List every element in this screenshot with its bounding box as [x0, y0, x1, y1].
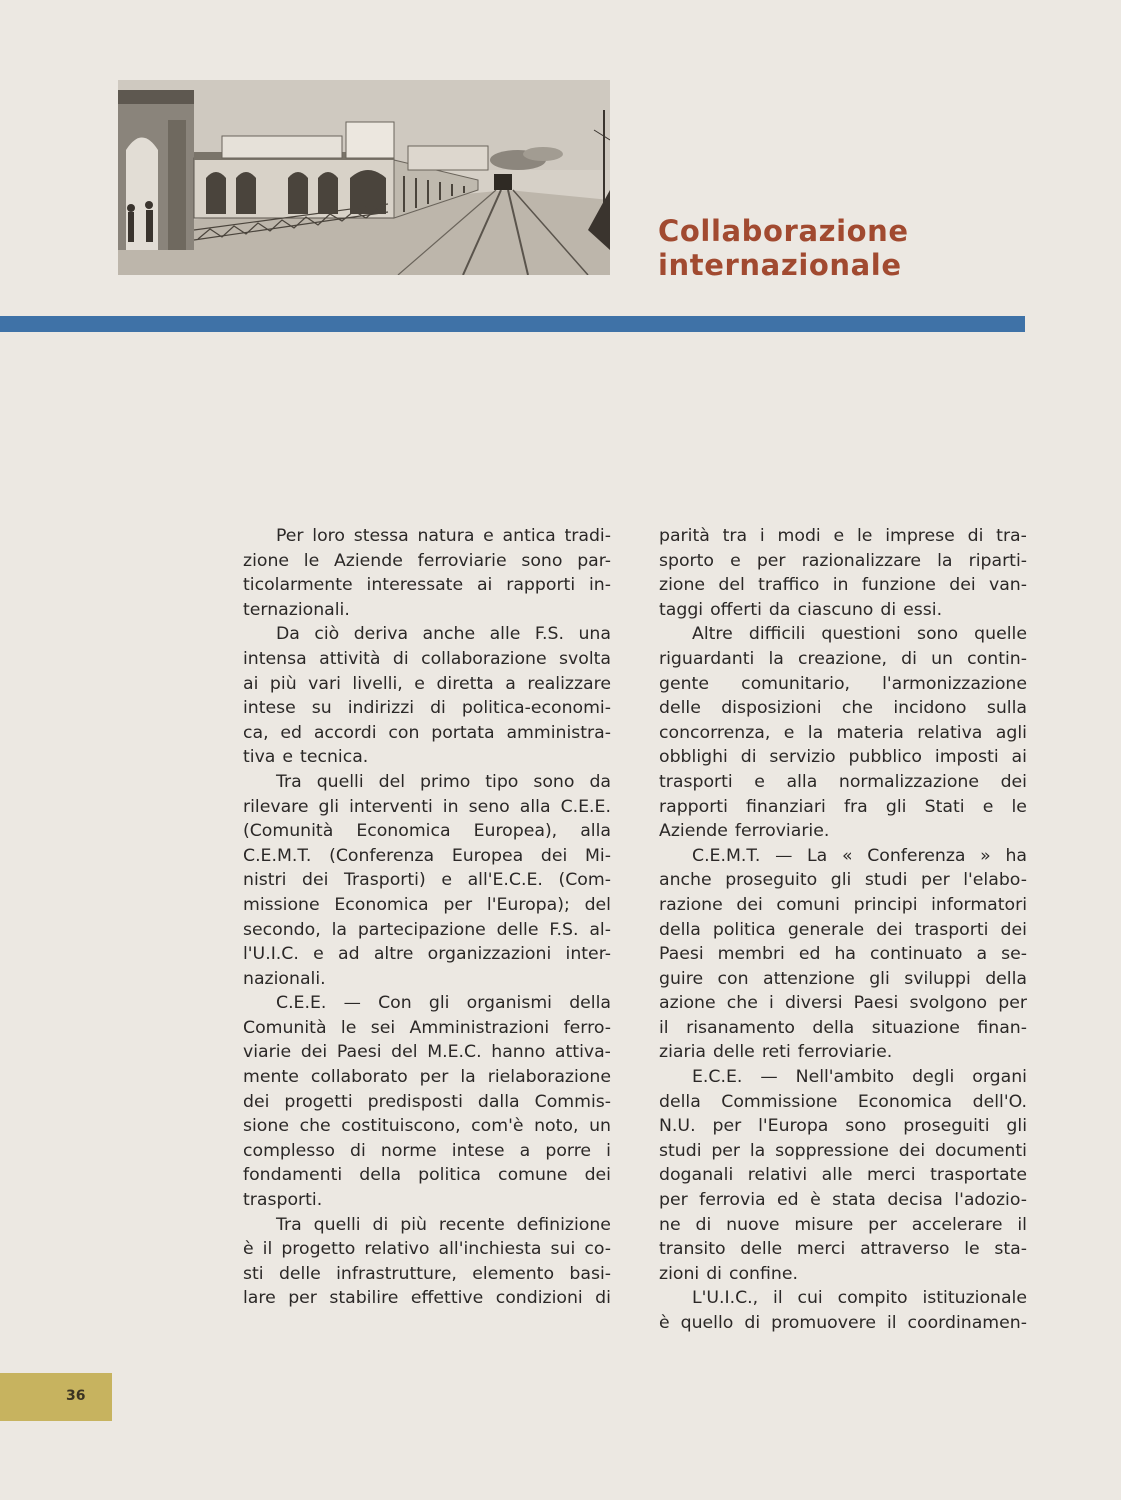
- text-line: razione dei comuni principi informatori: [659, 894, 1027, 915]
- text-line: studi per la soppressione dei documenti: [659, 1140, 1027, 1161]
- text-line: l'U.I.C. e ad altre organizzazioni inter-: [243, 944, 611, 965]
- text-line: anche proseguito gli studi per l'elabo-: [659, 870, 1027, 891]
- text-line: sione che costituiscono, com'è noto, un: [243, 1116, 611, 1137]
- station-engraving-drawing: [118, 80, 610, 275]
- text-line: guire con attenzione gli sviluppi della: [659, 968, 1027, 989]
- text-line: della politica generale dei trasporti dei: [659, 919, 1027, 940]
- text-line: Da ciò deriva anche alle F.S. una: [276, 624, 611, 645]
- text-line: N.U. per l'Europa sono proseguiti gli: [659, 1116, 1027, 1137]
- text-line: Tra quelli del primo tipo sono da: [276, 771, 611, 792]
- text-line: parità tra i modi e le imprese di tra-: [659, 526, 1027, 546]
- text-line: rapporti finanziari fra gli Stati e le: [659, 796, 1027, 817]
- text-line: gente comunitario, l'armonizzazione: [659, 673, 1027, 694]
- text-line: zione del traffico in funzione dei van-: [659, 575, 1027, 596]
- station-engraving: [118, 80, 610, 275]
- text-line: zione le Aziende ferroviarie sono par-: [243, 550, 611, 571]
- text-line: Per loro stessa natura e antica tradi-: [276, 526, 611, 546]
- text-column-left: [243, 524, 611, 1311]
- text-line: complesso di norme intese a porre i: [243, 1140, 611, 1161]
- text-line: fondamenti della politica comune dei: [243, 1165, 611, 1186]
- section-title-line-2: internazionale: [658, 248, 902, 282]
- text-line: il risanamento della situazione finan-: [659, 1017, 1027, 1038]
- text-line: della Commissione Economica dell'O.: [659, 1091, 1027, 1112]
- text-line: per ferrovia ed è stata decisa l'adozio-: [659, 1190, 1027, 1211]
- text-line: E.C.E. — Nell'ambito degli organi: [692, 1067, 1027, 1088]
- text-line: azione che i diversi Paesi svolgono per: [659, 993, 1027, 1014]
- text-line: L'U.I.C., il cui compito istituzionale: [692, 1288, 1027, 1309]
- text-line: è il progetto relativo all'inchiesta sui co-: [243, 1239, 611, 1260]
- text-line: trasporti e alla normalizzazione dei: [659, 771, 1027, 792]
- text-line: sti delle infrastrutture, elemento basi-: [243, 1263, 611, 1284]
- text-line: ai più vari livelli, e diretta a realizzare: [243, 673, 611, 694]
- text-line: è quello di promuovere il coordinamen-: [659, 1313, 1027, 1333]
- page-number: 36: [66, 1388, 86, 1404]
- text-line: ternazionali.: [243, 599, 350, 620]
- text-line: rilevare gli interventi in seno alla C.E.E.: [243, 796, 611, 817]
- text-line: ne di nuove misure per accelerare il: [659, 1214, 1027, 1235]
- text-line: trasporti.: [243, 1190, 323, 1211]
- text-line: mente collaborato per la rielaborazione: [243, 1067, 611, 1088]
- text-line: sporto e per razionalizzare la riparti-: [659, 550, 1027, 571]
- text-line: nistri dei Trasporti) e all'E.C.E. (Com-: [243, 870, 611, 891]
- text-line: dei progetti predisposti dalla Commis-: [243, 1091, 611, 1112]
- text-line: (Comunità Economica Europea), alla: [243, 821, 611, 842]
- text-line: transito delle merci attraverso le sta-: [659, 1239, 1027, 1260]
- text-line: lare per stabilire effettive condizioni di: [243, 1288, 611, 1309]
- text-line: delle disposizioni che incidono sulla: [659, 698, 1027, 719]
- text-line: Comunità le sei Amministrazioni ferro-: [243, 1017, 611, 1038]
- text-line: Tra quelli di più recente definizione: [276, 1214, 611, 1235]
- text-line: C.E.E. — Con gli organismi della: [276, 993, 611, 1014]
- text-line: taggi offerti da ciascuno di essi.: [659, 599, 943, 620]
- text-line: missione Economica per l'Europa); del: [243, 894, 611, 915]
- text-line: secondo, la partecipazione delle F.S. al-: [243, 919, 611, 940]
- text-line: riguardanti la creazione, di un contin-: [659, 648, 1027, 669]
- text-line: intensa attività di collaborazione svolta: [243, 648, 611, 669]
- text-line: nazionali.: [243, 968, 326, 989]
- text-line: concorrenza, e la materia relativa agli: [659, 722, 1027, 743]
- text-line: C.E.M.T. — La « Conferenza » ha: [692, 845, 1027, 866]
- text-line: tiva e tecnica.: [243, 747, 369, 768]
- text-line: ziaria delle reti ferroviarie.: [659, 1042, 893, 1063]
- text-line: obblighi di servizio pubblico imposti ai: [659, 747, 1027, 768]
- text-line: doganali relativi alle merci trasportate: [659, 1165, 1027, 1186]
- text-column-right: [659, 524, 1027, 1336]
- text-line: viarie dei Paesi del M.E.C. hanno attiva-: [243, 1042, 611, 1063]
- text-line: ca, ed accordi con portata amministra-: [243, 722, 611, 743]
- text-line: C.E.M.T. (Conferenza Europea dei Mi-: [243, 845, 611, 866]
- section-title: [658, 214, 988, 282]
- text-line: Altre difficili questioni sono quelle: [692, 624, 1027, 645]
- text-line: intese su indirizzi di politica-economi-: [243, 698, 611, 719]
- header-band: [0, 316, 1025, 332]
- section-title-line-1: Collaborazione: [658, 214, 909, 248]
- text-line: Aziende ferroviarie.: [659, 821, 830, 842]
- page-number-tab: [0, 1373, 112, 1421]
- text-line: Paesi membri ed ha continuato a se-: [659, 944, 1027, 965]
- text-line: ticolarmente interessate ai rapporti in-: [243, 575, 611, 596]
- text-line: zioni di confine.: [659, 1263, 798, 1284]
